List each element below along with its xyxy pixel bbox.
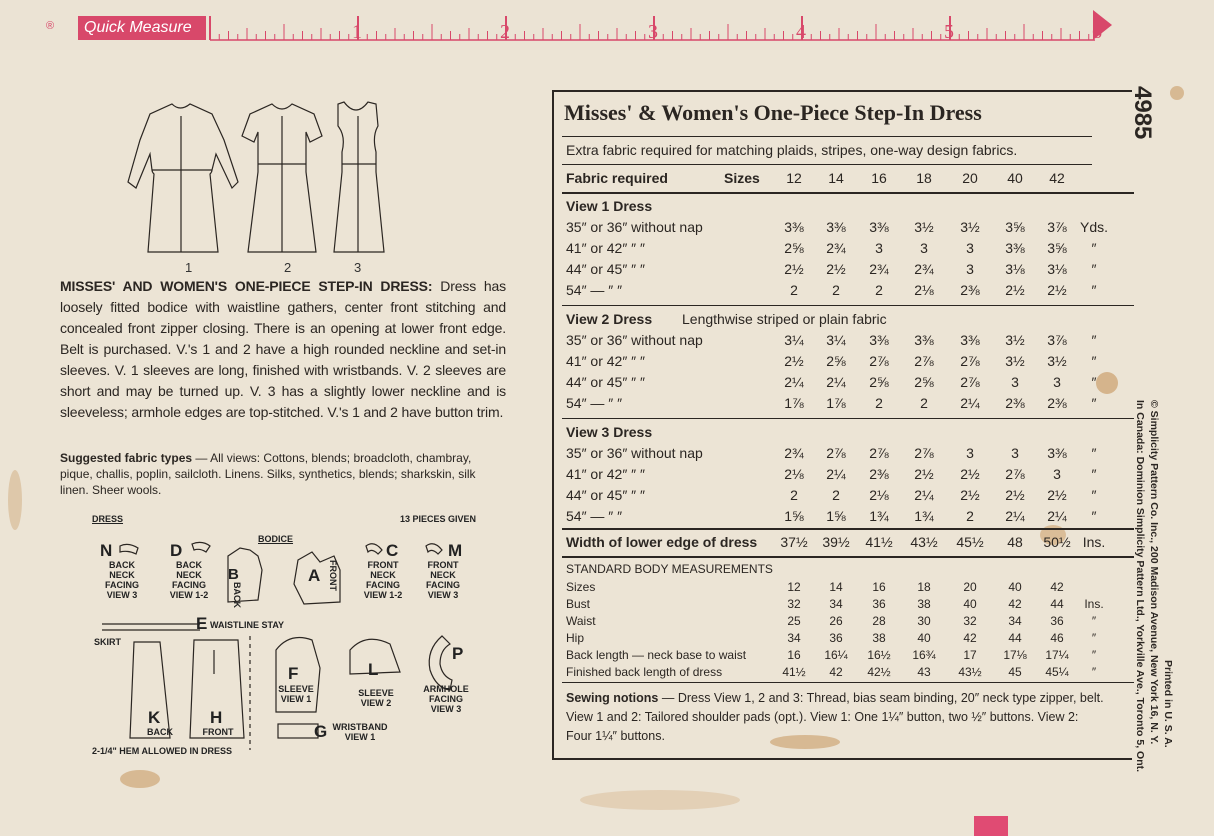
body-measurement-cell: 43 [917, 665, 931, 679]
body-measurement-unit: Ins. [1084, 597, 1104, 611]
ruler-inch-mark: 4 [796, 21, 806, 43]
yardage-cell: 2¼ [784, 374, 804, 390]
size-header-cell: 40 [1007, 170, 1023, 186]
body-measurement-cell: 43½ [958, 665, 982, 679]
unit-cell: ″ [1091, 445, 1097, 461]
yardage-cell: 2 [790, 282, 798, 298]
fabric-width: 35″ or 36″ without nap [566, 332, 703, 348]
body-measurement-cell: 32 [963, 614, 977, 628]
yardage-cell: 3½ [960, 219, 980, 235]
fabric-width: 44″ or 45″ ″ ″ [566, 374, 645, 390]
yardage-cell: 3 [1011, 374, 1019, 390]
body-measurement-cell: 12 [787, 580, 801, 594]
unit-cell: ″ [1091, 240, 1097, 256]
yardage-cell: 2⅛ [869, 487, 889, 503]
yardage-cell: 2¼ [826, 374, 846, 390]
piece-letter-p: P [452, 644, 464, 663]
body-measurements-heading: STANDARD BODY MEASUREMENTS [566, 562, 773, 576]
body-measurement-cell: 42 [829, 665, 843, 679]
body-measurement-unit: ″ [1091, 648, 1097, 662]
body-measurement-cell: 40 [963, 597, 977, 611]
section-note: Lengthwise striped or plain fabric [682, 311, 887, 327]
yardage-cell: 3⅛ [1005, 261, 1025, 277]
section-label: View 2 Dress [566, 311, 653, 327]
yardage-cell: 3⅝ [1005, 219, 1025, 235]
body-measurement-cell: 28 [872, 614, 886, 628]
chart-title: Misses' & Women's One-Piece Step-In Dress [564, 100, 982, 125]
body-measurement-unit: ″ [1091, 665, 1097, 679]
unit-cell: ″ [1091, 261, 1097, 277]
piece-letter-e: E [196, 614, 208, 633]
body-measurement-cell: 41½ [782, 665, 806, 679]
body-measurement-cell: 38 [917, 597, 931, 611]
body-measurement-cell: 17 [963, 648, 977, 662]
unit-cell: ″ [1091, 332, 1097, 348]
yardage-cell: 2⅞ [914, 445, 934, 461]
body-measurement-cell: 16¾ [912, 648, 936, 662]
yardage-cell: 3⅜ [914, 332, 934, 348]
body-measurement-cell: 20 [963, 580, 977, 594]
dress-sketches [120, 92, 400, 272]
body-measurement-label: Waist [566, 614, 596, 628]
piece-letter-a: A [308, 566, 321, 585]
yardage-cell: 2¾ [869, 261, 889, 277]
yardage-cell: 3¼ [784, 332, 804, 348]
yardage-cell: 3½ [914, 219, 934, 235]
stain [8, 470, 22, 530]
yardage-cell: 1⅞ [784, 395, 804, 411]
yardage-cell: 2 [920, 395, 928, 411]
yardage-cell: 2 [966, 508, 974, 524]
body-measurement-cell: 34 [829, 597, 843, 611]
body-measurement-cell: 38 [872, 631, 886, 645]
yardage-cell: 3⅜ [784, 219, 804, 235]
body-measurement-cell: 42 [1008, 597, 1022, 611]
bodice-label: BODICE [258, 534, 294, 544]
quick-measure-ruler [0, 0, 1214, 50]
yardage-cell: 3 [920, 240, 928, 256]
yardage-cell: 2⅜ [869, 466, 889, 482]
divider [562, 164, 1092, 165]
yardage-cell: 1⅝ [826, 508, 846, 524]
notions-text: — Dress View 1, 2 and 3: Thread, bias seam binding, 20″ neck type zipper, belt. View 1 and 2: Tailored shoulder pads (opt.). View 1: One 1¼″ button, two ½″ buttons. View 2: Four 1¼″ buttons. [566, 691, 1104, 743]
fabric-required-label: Fabric required [566, 170, 668, 186]
unit-cell: ″ [1091, 353, 1097, 369]
yardage-cell: 3⅜ [1047, 445, 1067, 461]
yardage-cell: 2½ [960, 487, 980, 503]
yardage-cell: 2½ [1005, 487, 1025, 503]
yardage-cell: 2¾ [826, 240, 846, 256]
body-measurement-cell: 18 [917, 580, 931, 594]
yardage-chart [552, 90, 1132, 760]
body-measurement-label: Back length — neck base to waist [566, 648, 747, 662]
divider [562, 192, 1134, 194]
ruler-brand: Quick Measure [78, 16, 206, 40]
fabric-width: 41″ or 42″ ″ ″ [566, 353, 645, 369]
body-measurement-cell: 36 [872, 597, 886, 611]
canada-line: In Canada: Dominion Simplicity Pattern Ltd., Yorkville Ave., Toronto 5, Ont. [1134, 400, 1146, 773]
description-body: Dress has loosely fitted bodice with waistline gathers, center front stitching and concealed front zipper closing. There is an opening at lower front edge. Belt is purchased. V.'s 1 and 2 have a high rounded neckline and set-in sleeves. V. 1 sleeves are long, finished with wristbands. V. 2 sleeves are short and may be turned up. V. 3 has a slightly lower neckline and is sleeveless; armhole edges are top-stitched. V.'s 1 and 2 have button trim. [60, 278, 506, 420]
unit-cell: ″ [1091, 395, 1097, 411]
yardage-cell: 3⅛ [1047, 261, 1067, 277]
fabric-width: 41″ or 42″ ″ ″ [566, 240, 645, 256]
body-measurement-label: Hip [566, 631, 585, 645]
fabric-width: 54″ — ″ ″ [566, 282, 623, 298]
pieces-count: 13 PIECES GIVEN [400, 514, 477, 524]
body-measurement-unit: ″ [1091, 614, 1097, 628]
yardage-cell: 2⅞ [960, 353, 980, 369]
body-measurement-cell: 34 [787, 631, 801, 645]
stain [1170, 86, 1184, 100]
piece-letter-c: C [386, 541, 399, 560]
body-measurement-cell: 40 [917, 631, 931, 645]
body-measurement-unit: ″ [1091, 631, 1097, 645]
yardage-cell: 2⅝ [869, 374, 889, 390]
yardage-cell: 2¾ [784, 445, 804, 461]
stain [120, 770, 160, 788]
unit-cell: Yds. [1079, 219, 1108, 235]
yardage-cell: 2¼ [960, 395, 980, 411]
ruler-inch-mark: 2 [500, 21, 510, 43]
section-label: View 3 Dress [566, 424, 653, 440]
ruler-inch-mark: 6 [1092, 21, 1102, 43]
fabric-width: 35″ or 36″ without nap [566, 219, 703, 235]
ruler-ticks [0, 0, 1214, 50]
body-measurement-cell: 42½ [867, 665, 891, 679]
yardage-cell: 3½ [1047, 353, 1067, 369]
fabrics-heading: Suggested fabric types [60, 451, 193, 465]
sizes-label: Sizes [724, 170, 760, 186]
body-measurement-cell: 45¼ [1045, 665, 1069, 679]
sewing-notions [566, 689, 1106, 746]
piece-k-label: BACK [147, 727, 173, 737]
width-unit: Ins. [1082, 534, 1106, 550]
yardage-cell: 2⅞ [960, 374, 980, 390]
skirt-label: SKIRT [94, 637, 121, 647]
yardage-cell: 3½ [1005, 353, 1025, 369]
fabric-width: 54″ — ″ ″ [566, 508, 623, 524]
piece-m-label: FRONT NECK FACING VIEW 3 [425, 560, 460, 600]
view-number-3: 3 [354, 260, 362, 275]
piece-letter-d: D [170, 541, 183, 560]
width-cell: 45½ [956, 534, 984, 550]
unit-cell: ″ [1091, 466, 1097, 482]
body-measurement-cell: 45 [1008, 665, 1022, 679]
yardage-cell: 2⅝ [826, 353, 846, 369]
yardage-cell: 2¾ [914, 261, 934, 277]
piece-letter-b: B [228, 566, 239, 583]
piece-letter-n: N [100, 541, 113, 560]
yardage-cell: 2 [832, 282, 840, 298]
body-measurement-cell: 44 [1050, 597, 1064, 611]
yardage-cell: 3 [966, 261, 974, 277]
yardage-cell: 3⅜ [1005, 240, 1025, 256]
yardage-cell: 3⅜ [869, 219, 889, 235]
yardage-cell: 2¼ [1005, 508, 1025, 524]
yardage-cell: 2⅛ [914, 282, 934, 298]
yardage-cell: 3¼ [826, 332, 846, 348]
section-label: View 1 Dress [566, 198, 653, 214]
waistline-stay-label: WAISTLINE STAY [210, 620, 285, 630]
unit-cell: ″ [1091, 508, 1097, 524]
yardage-cell: 2½ [1047, 487, 1067, 503]
dress-description [60, 276, 506, 423]
yardage-cell: 3⅞ [1047, 219, 1067, 235]
yardage-cell: 2⅞ [914, 353, 934, 369]
unit-cell: ″ [1091, 487, 1097, 503]
piece-h-label: FRONT [202, 727, 234, 737]
description-heading: MISSES' AND WOMEN'S ONE-PIECE STEP-IN DRESS: [60, 278, 433, 294]
printed-line: Printed in U. S. A. [1162, 660, 1174, 748]
body-measurement-cell: 42 [963, 631, 977, 645]
yardage-cell: 1⅞ [826, 395, 846, 411]
yardage-cell: 3 [875, 240, 883, 256]
yardage-cell: 2¼ [826, 466, 846, 482]
ruler-inch-mark: 3 [648, 21, 658, 43]
divider [562, 418, 1134, 419]
yardage-cell: 2 [875, 395, 883, 411]
divider [562, 528, 1134, 530]
fabric-width: 44″ or 45″ ″ ″ [566, 261, 645, 277]
body-measurement-label: Finished back length of dress [566, 665, 723, 679]
piece-letter-g: G [314, 722, 328, 741]
width-cell: 41½ [865, 534, 893, 550]
body-measurement-cell: 16½ [867, 648, 891, 662]
body-measurement-cell: 32 [787, 597, 801, 611]
width-cell: 37½ [780, 534, 808, 550]
chart-subtitle: Extra fabric required for matching plaids, stripes, one-way design fabrics. [566, 142, 1018, 158]
fabric-width: 44″ or 45″ ″ ″ [566, 487, 645, 503]
yardage-cell: 2⅞ [869, 445, 889, 461]
pink-tab [974, 816, 1008, 836]
fabric-width: 41″ or 42″ ″ ″ [566, 466, 645, 482]
size-header-cell: 16 [871, 170, 887, 186]
piece-f-label: SLEEVE VIEW 1 [278, 684, 314, 704]
width-cell: 48 [1007, 534, 1023, 550]
divider [562, 305, 1134, 306]
yardage-cell: 2⅜ [1005, 395, 1025, 411]
fabric-width: 54″ — ″ ″ [566, 395, 623, 411]
yardage-cell: 2⅜ [1047, 395, 1067, 411]
width-cell: 43½ [910, 534, 938, 550]
yardage-cell: 2½ [826, 261, 846, 277]
body-measurement-label: Sizes [566, 580, 596, 594]
body-measurement-cell: 40 [1008, 580, 1022, 594]
yardage-cell: 2½ [784, 261, 804, 277]
body-measurement-cell: 34 [1008, 614, 1022, 628]
view-number-2: 2 [284, 260, 292, 275]
yardage-cell: 2⅝ [914, 374, 934, 390]
copyright-line: © Simplicity Pattern Co. Inc., 200 Madison Avenue, New York 16, N. Y. [1148, 400, 1160, 745]
yardage-cell: 2½ [914, 466, 934, 482]
piece-d-label: BACK NECK FACING VIEW 1-2 [169, 560, 209, 600]
body-measurement-cell: 42 [1050, 580, 1064, 594]
piece-letter-m: M [448, 541, 463, 560]
yardage-cell: 2⅞ [1005, 466, 1025, 482]
yardage-cell: 3⅝ [1047, 240, 1067, 256]
body-measurement-cell: 46 [1050, 631, 1064, 645]
piece-g-label: WRISTBAND VIEW 1 [332, 722, 388, 742]
body-measurement-cell: 44 [1008, 631, 1022, 645]
yardage-cell: 3⅞ [1047, 332, 1067, 348]
unit-cell: ″ [1091, 374, 1097, 390]
yardage-cell: 3⅜ [869, 332, 889, 348]
piece-p-label: ARMHOLE FACING VIEW 3 [423, 684, 469, 714]
yardage-cell: 2⅞ [826, 445, 846, 461]
yardage-cell: 3½ [1005, 332, 1025, 348]
yardage-cell: 2½ [1005, 282, 1025, 298]
yardage-cell: 3 [1011, 445, 1019, 461]
body-measurement-cell: 26 [829, 614, 843, 628]
yardage-cell: 2 [832, 487, 840, 503]
yardage-cell: 2½ [1047, 282, 1067, 298]
yardage-cell: 2⅞ [869, 353, 889, 369]
piece-c-label: FRONT NECK FACING VIEW 1-2 [363, 560, 403, 600]
yardage-cell: 3 [1053, 466, 1061, 482]
fabric-width: 35″ or 36″ without nap [566, 445, 703, 461]
ruler-inch-mark: 1 [352, 21, 362, 43]
suggested-fabrics [60, 450, 506, 498]
stain [580, 790, 740, 810]
size-header-cell: 18 [916, 170, 932, 186]
body-measurement-cell: 17¼ [1045, 648, 1069, 662]
width-row-label: Width of lower edge of dress [566, 534, 758, 550]
registered-mark: ® [46, 20, 55, 32]
body-measurement-label: Bust [566, 597, 591, 611]
piece-letter-h: H [210, 708, 223, 727]
yardage-cell: 2 [790, 487, 798, 503]
size-header-cell: 12 [786, 170, 802, 186]
width-cell: 50½ [1043, 534, 1071, 550]
divider [562, 136, 1092, 137]
yardage-cell: 2⅛ [784, 466, 804, 482]
piece-letter-k: K [148, 708, 161, 727]
yardage-cell: 2¼ [1047, 508, 1067, 524]
yardage-cell: 2⅝ [784, 240, 804, 256]
divider [562, 682, 1134, 683]
body-measurement-cell: 36 [1050, 614, 1064, 628]
body-measurement-cell: 25 [787, 614, 801, 628]
yardage-cell: 1¾ [914, 508, 934, 524]
yardage-cell: 2¼ [914, 487, 934, 503]
yardage-cell: 2½ [960, 466, 980, 482]
body-measurement-cell: 16¼ [824, 648, 848, 662]
yardage-cell: 3⅜ [826, 219, 846, 235]
body-measurement-cell: 30 [917, 614, 931, 628]
dress-label: DRESS [92, 514, 124, 524]
body-measurement-cell: 36 [829, 631, 843, 645]
yardage-cell: 3 [1053, 374, 1061, 390]
piece-l-label: SLEEVE VIEW 2 [358, 688, 394, 708]
ruler-inch-mark: 5 [944, 21, 954, 43]
divider [562, 556, 1134, 558]
pattern-number: 4985 [1129, 86, 1156, 140]
piece-a-label: FRONT [328, 560, 338, 591]
width-cell: 39½ [822, 534, 850, 550]
size-header-cell: 20 [962, 170, 978, 186]
yardage-cell: 2½ [784, 353, 804, 369]
view-number-1: 1 [185, 260, 193, 275]
piece-letter-f: F [288, 664, 299, 683]
size-header-cell: 14 [828, 170, 844, 186]
piece-letter-l: L [368, 660, 379, 679]
unit-cell: ″ [1091, 282, 1097, 298]
body-measurement-cell: 16 [787, 648, 801, 662]
yardage-cell: 1¾ [869, 508, 889, 524]
body-measurement-cell: 17⅛ [1003, 648, 1027, 662]
yardage-cell: 2⅜ [960, 282, 980, 298]
piece-n-label: BACK NECK FACING VIEW 3 [104, 560, 139, 600]
hem-note: 2-1/4" HEM ALLOWED IN DRESS [92, 746, 232, 756]
piece-b-label: BACK [232, 582, 242, 608]
body-measurement-cell: 16 [872, 580, 886, 594]
yardage-cell: 3 [966, 445, 974, 461]
yardage-cell: 3 [966, 240, 974, 256]
yardage-cell: 2 [875, 282, 883, 298]
yardage-cell: 1⅝ [784, 508, 804, 524]
notions-heading: Sewing notions [566, 691, 659, 705]
yardage-cell: 3⅜ [960, 332, 980, 348]
size-header-cell: 42 [1049, 170, 1065, 186]
body-measurement-cell: 14 [829, 580, 843, 594]
fabrics-body: — All views: Cottons, blends; broadcloth, chambray, pique, challis, poplin, sailcloth. Linens. Silks, synthetics, blends; sharkskin, silk linen. Sheer wools. [60, 451, 476, 497]
